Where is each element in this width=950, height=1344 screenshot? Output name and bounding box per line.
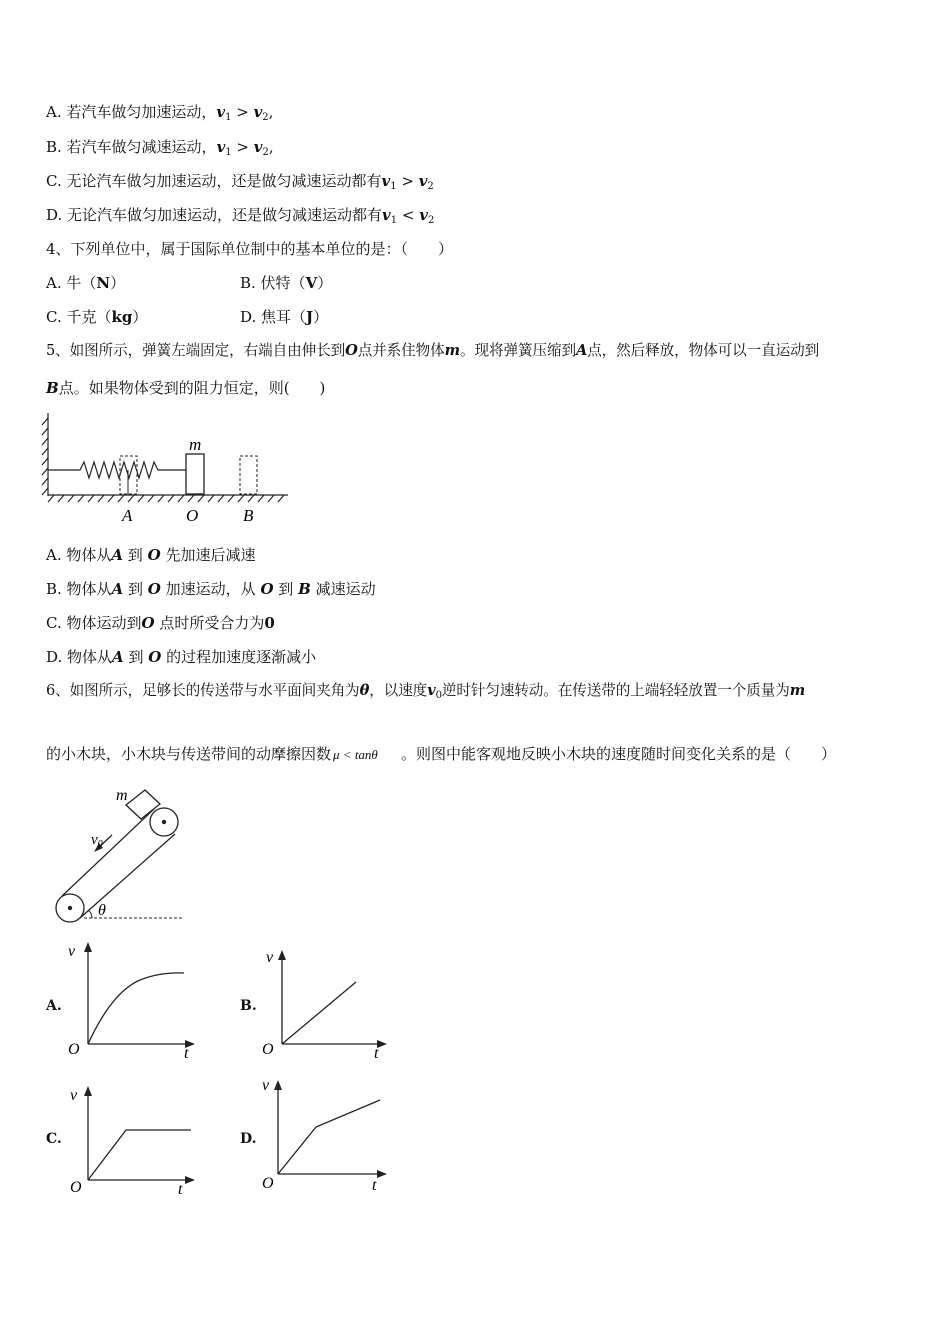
axis-v: v <box>266 949 274 966</box>
text: ，以速度 <box>369 682 428 699</box>
label-v0 <box>91 832 103 850</box>
q6-stem-line2 <box>46 744 836 764</box>
v0-sub: 0 <box>97 839 103 850</box>
wall <box>42 413 48 496</box>
conveyor-figure <box>50 782 190 924</box>
formula: μ < tanθ <box>333 747 378 762</box>
var-O: O <box>345 342 358 359</box>
curve <box>88 1130 191 1180</box>
text: 加速运动，从 <box>165 580 256 598</box>
sub-2: 2 <box>427 215 435 226</box>
graph-b-label[interactable]: B. <box>240 998 257 1014</box>
text: 到 <box>278 580 294 598</box>
relation: > <box>231 138 254 156</box>
origin-o: O <box>262 1175 274 1192</box>
graph-d[interactable] <box>258 1072 398 1197</box>
text: A. 物体从 <box>46 546 112 564</box>
relation: < <box>397 206 420 224</box>
y-arrow-icon <box>84 942 92 952</box>
curve <box>282 982 356 1044</box>
q4-option-d[interactable] <box>240 307 328 327</box>
q5-stem-line1 <box>46 341 819 361</box>
q5-option-b[interactable] <box>46 579 376 599</box>
axis-t: t <box>178 1181 183 1198</box>
sub-2: 2 <box>262 147 269 158</box>
unit: V <box>305 274 318 292</box>
text: 点，然后释放，物体可以一直运动到 <box>587 342 820 359</box>
q3-option-a[interactable] <box>46 102 273 128</box>
floor <box>48 495 288 502</box>
opt-close: ） <box>132 308 148 326</box>
spring <box>48 462 186 478</box>
text: 6、如图所示，足够长的传送带与水平面间夹角为 <box>46 682 360 699</box>
var-v2: v <box>253 103 263 121</box>
opt-close: ） <box>317 274 333 292</box>
text: 减速运动 <box>315 580 376 598</box>
label-m: m <box>189 435 202 454</box>
roller-bottom-dot <box>68 906 72 910</box>
curve <box>88 973 184 1044</box>
ghost-block-b <box>240 456 257 494</box>
var-O: O <box>147 546 161 564</box>
v0-v: v <box>91 832 98 848</box>
var-v1: v <box>216 103 226 121</box>
text: 的过程加速度逐渐减小 <box>166 648 317 666</box>
var-v2: v <box>253 138 263 156</box>
y-arrow-icon <box>274 1080 282 1090</box>
spring-figure <box>40 408 300 530</box>
label-theta: θ <box>98 902 106 919</box>
graph-c[interactable] <box>64 1078 204 1200</box>
q3-option-c[interactable] <box>46 171 434 197</box>
var-O: O <box>141 614 155 632</box>
zero: 0 <box>264 614 275 632</box>
origin-o: O <box>68 1041 80 1058</box>
opt-close: ） <box>313 308 329 326</box>
q5-option-a[interactable] <box>46 545 255 565</box>
axis-t: t <box>184 1045 189 1062</box>
text: 。则图中能客观地反映小木块的速度随时间变化关系的是（ ） <box>401 745 837 763</box>
text: 到 <box>127 580 143 598</box>
q6-stem-line1 <box>46 681 805 706</box>
axis-v: v <box>68 943 76 960</box>
opt-text: C. 千克（ <box>46 308 112 326</box>
block-m <box>186 454 204 494</box>
var-m: m <box>444 342 460 359</box>
var-v1: v <box>381 172 391 190</box>
sub-2: 2 <box>262 112 269 123</box>
var-O: O <box>148 648 162 666</box>
var-v1: v <box>382 206 391 224</box>
label-m: m <box>116 787 128 804</box>
origin-o: O <box>262 1041 274 1058</box>
x-arrow-icon <box>377 1040 387 1048</box>
axis-t: t <box>374 1045 379 1062</box>
var-B: B <box>46 379 59 397</box>
text: 到 <box>128 648 144 666</box>
y-arrow-icon <box>84 1086 92 1096</box>
tail: , <box>268 103 274 121</box>
var-v2: v <box>419 206 428 224</box>
var-v2: v <box>418 172 428 190</box>
text: B. 物体从 <box>46 580 112 598</box>
q3-option-c-text: C. 无论汽车做匀加速运动，还是做匀减速运动都有 <box>46 172 382 190</box>
text: 先加速后减速 <box>165 546 256 564</box>
q3-option-d-text: D. 无论汽车做匀加速运动，还是做匀减速运动都有 <box>46 206 383 224</box>
y-arrow-icon <box>278 950 286 960</box>
sub-1: 1 <box>225 112 232 123</box>
curve <box>278 1100 380 1174</box>
q4-option-a[interactable] <box>46 273 125 293</box>
q4-stem: 4、下列单位中，属于国际单位制中的基本单位的是：（ ） <box>46 240 454 258</box>
text: 点。如果物体受到的阻力恒定，则( ) <box>58 379 326 397</box>
var-O: O <box>147 580 161 598</box>
text: 逆时针匀速转动。在传送带的上端轻轻放置一个质量为 <box>441 682 790 699</box>
q5-option-c[interactable] <box>46 613 275 633</box>
var-B: B <box>298 580 311 598</box>
text: 。现将弹簧压缩到 <box>460 342 576 359</box>
var-A: A <box>112 648 124 666</box>
var-v0: v <box>427 682 436 699</box>
tail: , <box>268 138 274 156</box>
axis-v: v <box>70 1087 78 1104</box>
q4-option-c[interactable] <box>46 307 147 327</box>
text: 点并系住物体 <box>357 342 445 359</box>
q3-option-a-text: A. 若汽车做匀加速运动， <box>46 103 217 121</box>
relation: > <box>396 172 419 190</box>
text: D. 物体从 <box>46 648 113 666</box>
text: 到 <box>127 546 143 564</box>
var-A: A <box>111 546 124 564</box>
opt-text: B. 伏特（ <box>240 274 306 292</box>
q4-option-b[interactable] <box>240 273 332 293</box>
sub-2: 2 <box>427 181 434 192</box>
axis-v: v <box>262 1077 270 1094</box>
opt-close: ） <box>110 274 126 292</box>
q5-option-d[interactable] <box>46 647 316 667</box>
unit: kg <box>111 308 133 326</box>
label-b: B <box>243 506 254 525</box>
text: 点时所受合力为 <box>159 614 265 632</box>
q3-option-d[interactable] <box>46 205 434 231</box>
var-A: A <box>111 580 124 598</box>
var-m: m <box>789 682 806 699</box>
graph-a[interactable] <box>64 938 204 1063</box>
graph-b[interactable] <box>258 938 398 1063</box>
sub-1: 1 <box>390 181 397 192</box>
relation: > <box>231 103 254 121</box>
var-theta: θ <box>359 682 370 699</box>
q3-option-b-text: B. 若汽车做匀减速运动， <box>46 138 217 156</box>
origin-o: O <box>70 1179 82 1196</box>
graph-c-label[interactable]: C. <box>46 1131 62 1147</box>
unit: N <box>96 274 111 292</box>
label-o: O <box>186 506 199 525</box>
q3-option-b[interactable] <box>46 137 274 163</box>
sub-0: 0 <box>435 690 442 701</box>
graph-d-label[interactable]: D. <box>240 1131 257 1147</box>
q5-stem-line2 <box>46 378 325 398</box>
opt-text: D. 焦耳（ <box>240 308 307 326</box>
text: 5、如图所示，弹簧左端固定，右端自由伸长到 <box>46 342 346 359</box>
x-arrow-icon <box>185 1176 195 1184</box>
text: C. 物体运动到 <box>46 614 142 632</box>
axis-t: t <box>372 1177 377 1194</box>
label-a: A <box>122 506 133 525</box>
var-O: O <box>260 580 274 598</box>
x-arrow-icon <box>377 1170 387 1178</box>
text: 的小木块，小木块与传送带间的动摩擦因数 <box>46 745 332 763</box>
graph-a-label[interactable]: A. <box>46 998 62 1014</box>
var-v1: v <box>216 138 226 156</box>
unit: J <box>306 308 314 326</box>
var-A: A <box>575 342 588 359</box>
opt-text: A. 牛（ <box>46 274 97 292</box>
sub-1: 1 <box>390 215 398 226</box>
sub-1: 1 <box>225 147 232 158</box>
roller-top-dot <box>162 820 166 824</box>
